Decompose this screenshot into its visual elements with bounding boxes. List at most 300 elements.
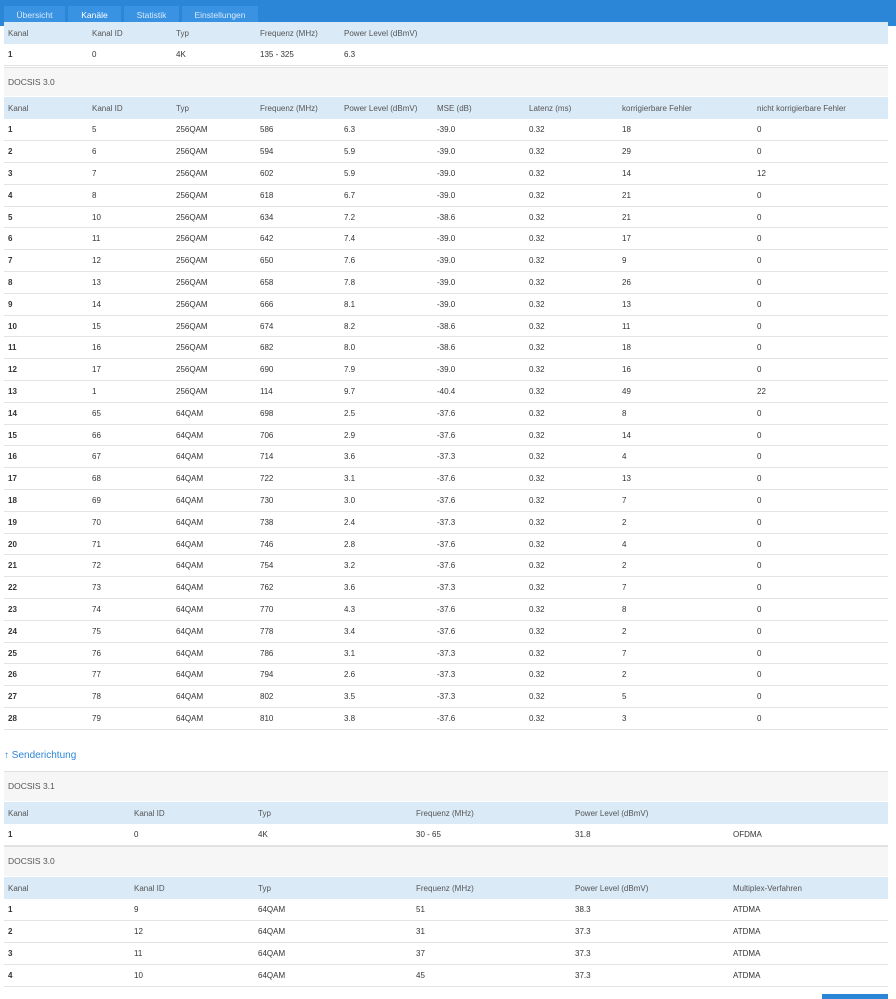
table-row <box>4 206 888 228</box>
table-cell: -37.3 <box>437 517 456 527</box>
channel-number-cell: 27 <box>8 692 17 702</box>
table-cell: 5 <box>622 692 627 702</box>
table-row <box>4 943 888 965</box>
table-cell: 5.9 <box>344 168 356 178</box>
channel-number-cell: 2 <box>8 927 13 937</box>
table-row <box>4 119 888 141</box>
table-cell: 64QAM <box>258 970 286 980</box>
table-row <box>4 446 888 468</box>
table-cell: 3 <box>622 713 627 723</box>
table-cell: 0 <box>757 713 762 723</box>
table-cell: 49 <box>622 386 631 396</box>
table-cell: 0.32 <box>529 670 545 680</box>
table-cell: 0 <box>757 212 762 222</box>
table-cell: 682 <box>260 343 274 353</box>
table-cell: 15 <box>92 321 101 331</box>
upstream-docsis30-title: DOCSIS 3.0 <box>4 846 888 876</box>
table-cell: 18 <box>622 125 631 135</box>
table-cell: 0 <box>757 517 762 527</box>
column-header: Kanal <box>8 883 29 893</box>
table-cell: 8.0 <box>344 343 356 353</box>
table-cell: -39.0 <box>437 365 456 375</box>
table-cell: 9 <box>134 905 139 915</box>
channel-number-cell: 20 <box>8 539 17 549</box>
table-cell: 256QAM <box>176 299 208 309</box>
table-cell: 7.9 <box>344 365 356 375</box>
table-row <box>4 555 888 577</box>
channel-number-cell: 4 <box>8 970 13 980</box>
table-cell: 3.4 <box>344 626 356 636</box>
table-cell: 810 <box>260 713 274 723</box>
table-cell: 2 <box>622 517 627 527</box>
table-cell: 8 <box>622 408 627 418</box>
table-cell: 75 <box>92 626 101 636</box>
table-cell: 4.3 <box>344 604 356 614</box>
action-button[interactable] <box>822 994 888 999</box>
table-cell: 8 <box>92 190 97 200</box>
column-header: Kanal ID <box>92 103 123 113</box>
table-cell: 658 <box>260 277 274 287</box>
table-cell: 0 <box>757 452 762 462</box>
channel-number-cell: 28 <box>8 713 17 723</box>
table-cell: 0 <box>757 583 762 593</box>
channel-number-cell: 1 <box>8 830 13 840</box>
table-cell: -37.6 <box>437 604 456 614</box>
table-cell: ATDMA <box>733 970 761 980</box>
table-cell: 2.5 <box>344 408 356 418</box>
column-header: MSE (dB) <box>437 103 472 113</box>
table-cell: 0 <box>757 234 762 244</box>
column-header: Power Level (dBmV) <box>344 28 418 38</box>
table-cell: 0.32 <box>529 539 545 549</box>
table-row <box>4 228 888 250</box>
channel-number-cell: 14 <box>8 408 17 418</box>
table-cell: 0.32 <box>529 256 545 266</box>
table-row <box>4 490 888 512</box>
table-cell: 3.2 <box>344 561 356 571</box>
column-header: Typ <box>258 808 271 818</box>
table-row <box>4 468 888 490</box>
table-row <box>4 293 888 315</box>
table-cell: 37.3 <box>575 927 591 937</box>
table-cell: 0 <box>757 626 762 636</box>
table-cell: 8.1 <box>344 299 356 309</box>
table-cell: 698 <box>260 408 274 418</box>
table-cell: 0.32 <box>529 386 545 396</box>
table-row <box>4 184 888 206</box>
table-cell: 256QAM <box>176 234 208 244</box>
table-cell: 0.32 <box>529 408 545 418</box>
table-row <box>4 664 888 686</box>
table-cell: 0.32 <box>529 125 545 135</box>
table-cell: 2.9 <box>344 430 356 440</box>
table-row <box>4 141 888 163</box>
table-cell: 256QAM <box>176 321 208 331</box>
table-cell: -39.0 <box>437 234 456 244</box>
table-cell: -39.0 <box>437 256 456 266</box>
table-cell: 7.2 <box>344 212 356 222</box>
table-cell: 0.32 <box>529 343 545 353</box>
column-header: Kanal <box>8 103 29 113</box>
table-cell: -37.6 <box>437 408 456 418</box>
table-cell: 0.32 <box>529 604 545 614</box>
table-cell: 65 <box>92 408 101 418</box>
table-cell: 135 - 325 <box>260 50 294 60</box>
table-cell: 11 <box>92 234 101 244</box>
channel-number-cell: 1 <box>8 905 13 915</box>
table-cell: 770 <box>260 604 274 614</box>
table-cell: 7 <box>622 648 627 658</box>
table-cell: 2.8 <box>344 539 356 549</box>
table-cell: 7 <box>622 583 627 593</box>
table-cell: 9.7 <box>344 386 356 396</box>
table-cell: 0.32 <box>529 147 545 157</box>
table-cell: 256QAM <box>176 190 208 200</box>
column-header: Kanal ID <box>134 883 165 893</box>
table-header-row <box>4 97 888 119</box>
table-cell: 674 <box>260 321 274 331</box>
table-cell: 0.32 <box>529 713 545 723</box>
upstream-docsis30-table <box>4 877 888 987</box>
table-header-row <box>4 802 888 824</box>
table-cell: 64QAM <box>258 948 286 958</box>
table-cell: 0 <box>757 648 762 658</box>
column-header <box>729 802 888 824</box>
table-cell: 2 <box>622 670 627 680</box>
channel-number-cell: 25 <box>8 648 17 658</box>
column-header: Kanal ID <box>92 28 123 38</box>
table-cell: 746 <box>260 539 274 549</box>
table-cell: 0.32 <box>529 430 545 440</box>
table-cell: 64QAM <box>176 713 204 723</box>
table-cell: 11 <box>134 948 143 958</box>
column-header: Frequenz (MHz) <box>416 883 474 893</box>
table-cell: 0 <box>757 343 762 353</box>
table-cell: 7.6 <box>344 256 356 266</box>
table-cell: 0 <box>92 50 97 60</box>
table-cell: 64QAM <box>176 648 204 658</box>
table-cell: 256QAM <box>176 343 208 353</box>
table-cell: 4K <box>176 50 186 60</box>
column-header: Frequenz (MHz) <box>260 28 318 38</box>
table-cell: 690 <box>260 365 274 375</box>
table-cell: 78 <box>92 692 101 702</box>
table-cell: 634 <box>260 212 274 222</box>
channel-number-cell: 7 <box>8 256 13 266</box>
tab-label: Einstellungen <box>194 10 246 20</box>
channel-number-cell: 11 <box>8 343 17 353</box>
table-cell: 6 <box>92 147 97 157</box>
table-cell: 22 <box>757 386 766 396</box>
table-cell: 64QAM <box>176 474 204 484</box>
tab-label: Kanäle <box>81 10 108 20</box>
table-cell: 0.32 <box>529 277 545 287</box>
table-cell: -37.6 <box>437 713 456 723</box>
table-cell: 64QAM <box>258 905 286 915</box>
table-cell: 256QAM <box>176 277 208 287</box>
table-cell: 0.32 <box>529 168 545 178</box>
table-cell: 0.32 <box>529 190 545 200</box>
table-cell: 2.4 <box>344 517 356 527</box>
table-cell: -37.6 <box>437 626 456 636</box>
channel-number-cell: 22 <box>8 583 17 593</box>
upstream-link[interactable]: ↑ Senderichtung <box>4 750 77 761</box>
column-header: Frequenz (MHz) <box>260 103 318 113</box>
table-cell: 4K <box>258 830 268 840</box>
table-cell: 14 <box>622 430 631 440</box>
column-header: Typ <box>258 883 271 893</box>
table-cell: 714 <box>260 452 274 462</box>
table-row <box>4 315 888 337</box>
channel-number-cell: 3 <box>8 948 13 958</box>
upstream-docsis31-table <box>4 802 888 846</box>
table-row <box>4 163 888 185</box>
table-cell: 650 <box>260 256 274 266</box>
table-cell: 14 <box>622 168 631 178</box>
table-cell: 64QAM <box>176 495 204 505</box>
table-cell: 37 <box>416 948 425 958</box>
tab-label: Statistik <box>136 10 167 20</box>
table-cell: -39.0 <box>437 190 456 200</box>
table-cell: 66 <box>92 430 101 440</box>
downstream-docsis30-title: DOCSIS 3.0 <box>4 67 888 96</box>
table-cell: 0.32 <box>529 692 545 702</box>
channel-number-cell: 15 <box>8 430 17 440</box>
table-cell: 722 <box>260 474 274 484</box>
table-cell: 618 <box>260 190 274 200</box>
channel-number-cell: 3 <box>8 168 13 178</box>
table-cell: 7 <box>92 168 97 178</box>
channel-number-cell: 5 <box>8 212 13 222</box>
channel-number-cell: 6 <box>8 234 13 244</box>
table-cell: 2.6 <box>344 670 356 680</box>
table-row <box>4 620 888 642</box>
table-cell: 642 <box>260 234 274 244</box>
table-cell: ATDMA <box>733 948 761 958</box>
table-cell: 256QAM <box>176 147 208 157</box>
table-cell: 256QAM <box>176 256 208 266</box>
channel-number-cell: 1 <box>8 50 13 60</box>
column-header: Power Level (dBmV) <box>344 103 418 113</box>
table-cell: 17 <box>622 234 631 244</box>
table-cell: 64QAM <box>176 604 204 614</box>
table-cell: 64QAM <box>258 927 286 937</box>
table-cell: 16 <box>622 365 631 375</box>
channel-number-cell: 24 <box>8 626 17 636</box>
column-header: korrigierbare Fehler <box>622 103 692 113</box>
table-cell: 6.7 <box>344 190 356 200</box>
table-cell: 13 <box>92 277 101 287</box>
table-row <box>4 533 888 555</box>
table-cell: 3.1 <box>344 648 356 658</box>
table-cell: 0.32 <box>529 234 545 244</box>
table-cell: 0.32 <box>529 583 545 593</box>
table-cell: 0 <box>757 408 762 418</box>
table-cell: 13 <box>622 474 631 484</box>
channel-number-cell: 8 <box>8 277 13 287</box>
table-cell: 0.32 <box>529 474 545 484</box>
column-header: Latenz (ms) <box>529 103 572 113</box>
table-cell: 0.32 <box>529 321 545 331</box>
table-cell: 8 <box>622 604 627 614</box>
table-cell: 64QAM <box>176 430 204 440</box>
table-cell: 16 <box>92 343 101 353</box>
table-cell: 1 <box>92 386 97 396</box>
table-cell: 0 <box>757 474 762 484</box>
table-cell: 256QAM <box>176 212 208 222</box>
table-cell: 0 <box>757 670 762 680</box>
table-cell: 31 <box>416 927 425 937</box>
table-cell: 706 <box>260 430 274 440</box>
table-cell: 64QAM <box>176 670 204 680</box>
table-cell: 5.9 <box>344 147 356 157</box>
table-cell: 21 <box>622 212 631 222</box>
table-cell: 0 <box>757 539 762 549</box>
table-cell: -37.3 <box>437 452 456 462</box>
channel-number-cell: 26 <box>8 670 17 680</box>
table-cell: 64QAM <box>176 583 204 593</box>
table-cell: 0.32 <box>529 648 545 658</box>
table-row <box>4 686 888 708</box>
table-cell: 594 <box>260 147 274 157</box>
table-row <box>4 642 888 664</box>
channel-number-cell: 2 <box>8 147 13 157</box>
table-cell: 68 <box>92 474 101 484</box>
table-cell: 37.3 <box>575 948 591 958</box>
table-cell: ATDMA <box>733 927 761 937</box>
tab-label: Übersicht <box>16 10 53 20</box>
channel-number-cell: 23 <box>8 604 17 614</box>
table-cell: 2 <box>622 561 627 571</box>
table-cell: 14 <box>92 299 101 309</box>
table-row <box>4 359 888 381</box>
table-cell: 0.32 <box>529 517 545 527</box>
table-cell: 10 <box>92 212 101 222</box>
table-cell: 0.32 <box>529 299 545 309</box>
table-cell: 64QAM <box>176 539 204 549</box>
channel-number-cell: 21 <box>8 561 17 571</box>
column-header: Kanal <box>8 808 29 818</box>
table-row <box>4 424 888 446</box>
table-cell: -39.0 <box>437 147 456 157</box>
column-header: Kanal <box>8 28 29 38</box>
table-cell: -37.6 <box>437 430 456 440</box>
table-cell: 754 <box>260 561 274 571</box>
table-cell: 73 <box>92 583 101 593</box>
table-cell: 778 <box>260 626 274 636</box>
table-cell: 29 <box>622 147 631 157</box>
table-cell: 74 <box>92 604 101 614</box>
column-header: Kanal ID <box>134 808 165 818</box>
table-row <box>4 337 888 359</box>
table-row <box>4 250 888 272</box>
table-cell: 10 <box>134 970 143 980</box>
table-header-row <box>4 22 888 44</box>
table-cell: 31.8 <box>575 830 591 840</box>
table-cell: -37.3 <box>437 670 456 680</box>
table-cell: -39.0 <box>437 168 456 178</box>
table-cell: 0 <box>757 430 762 440</box>
table-cell: 2 <box>622 626 627 636</box>
table-cell: 3.1 <box>344 474 356 484</box>
table-cell: 256QAM <box>176 365 208 375</box>
table-cell: 0.32 <box>529 561 545 571</box>
table-cell: 38.3 <box>575 905 591 915</box>
table-cell: 6.3 <box>344 125 356 135</box>
channel-number-cell: 10 <box>8 321 17 331</box>
table-row <box>4 899 888 921</box>
table-cell: 0 <box>757 299 762 309</box>
table-cell: 0 <box>757 495 762 505</box>
table-cell: 72 <box>92 561 101 571</box>
table-header-row <box>4 877 888 899</box>
table-cell: 8.2 <box>344 321 356 331</box>
table-row <box>4 599 888 621</box>
column-header: Typ <box>176 103 189 113</box>
table-cell: 45 <box>416 970 425 980</box>
table-cell: 0 <box>757 365 762 375</box>
table-cell: 6.3 <box>344 50 356 60</box>
table-cell: 786 <box>260 648 274 658</box>
table-cell: 70 <box>92 517 101 527</box>
table-cell: 64QAM <box>176 626 204 636</box>
table-cell: 71 <box>92 539 101 549</box>
table-cell: 64QAM <box>176 517 204 527</box>
table-cell: 7.8 <box>344 277 356 287</box>
table-cell: 30 - 65 <box>416 830 441 840</box>
column-header: Multiplex-Verfahren <box>733 883 802 893</box>
table-cell: 76 <box>92 648 101 658</box>
table-row <box>4 402 888 424</box>
table-cell: -37.6 <box>437 474 456 484</box>
table-cell: 7 <box>622 495 627 505</box>
column-header: Frequenz (MHz) <box>416 808 474 818</box>
table-cell: 13 <box>622 299 631 309</box>
table-cell: 0 <box>757 147 762 157</box>
table-cell: 69 <box>92 495 101 505</box>
table-row <box>4 44 888 66</box>
table-cell: 12 <box>134 927 143 937</box>
table-cell: -37.6 <box>437 495 456 505</box>
table-cell: 666 <box>260 299 274 309</box>
table-cell: 0.32 <box>529 626 545 636</box>
channel-number-cell: 12 <box>8 365 17 375</box>
table-cell: 17 <box>92 365 101 375</box>
column-header: nicht korrigierbare Fehler <box>757 103 846 113</box>
column-header: Power Level (dBmV) <box>575 808 649 818</box>
table-cell: 602 <box>260 168 274 178</box>
table-cell: -37.3 <box>437 692 456 702</box>
table-cell: 12 <box>92 256 101 266</box>
table-cell: 11 <box>622 321 631 331</box>
table-cell: 256QAM <box>176 386 208 396</box>
table-cell: 802 <box>260 692 274 702</box>
table-row <box>4 381 888 403</box>
table-cell: -37.3 <box>437 648 456 658</box>
table-cell: 0.32 <box>529 365 545 375</box>
table-row <box>4 964 888 986</box>
table-row <box>4 577 888 599</box>
table-cell: 730 <box>260 495 274 505</box>
table-cell: 3.5 <box>344 692 356 702</box>
table-cell: 0 <box>757 125 762 135</box>
channel-number-cell: 18 <box>8 495 17 505</box>
table-row <box>4 708 888 730</box>
channel-number-cell: 19 <box>8 517 17 527</box>
table-cell: -37.6 <box>437 539 456 549</box>
table-cell: 256QAM <box>176 125 208 135</box>
table-cell: 5 <box>92 125 97 135</box>
